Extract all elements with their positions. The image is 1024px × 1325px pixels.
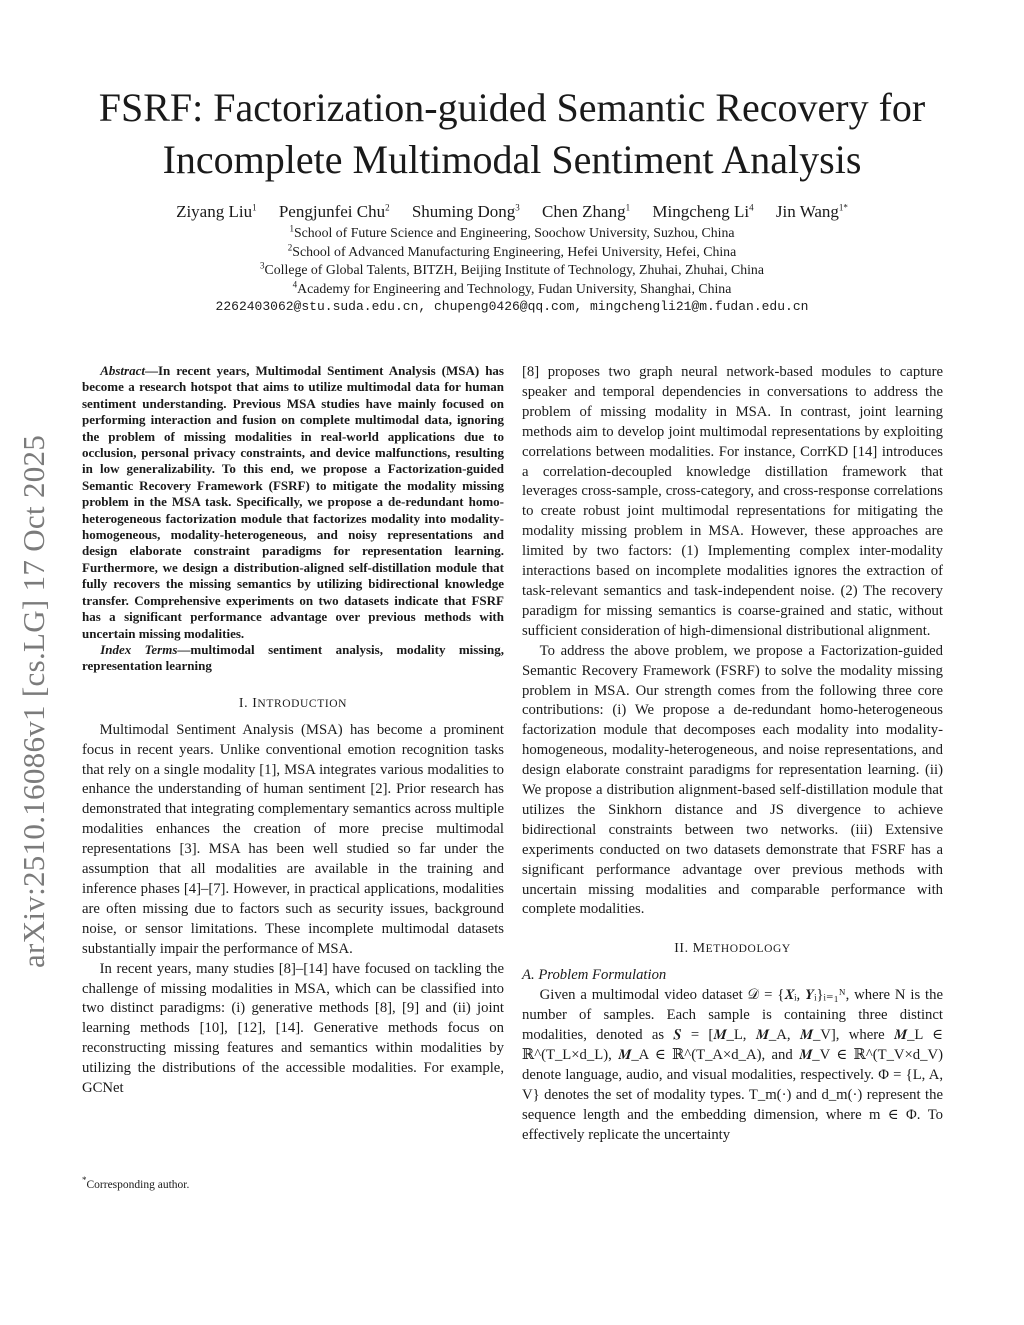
author: Pengjunfei Chu$^2$ xyxy=(278,202,390,221)
title-line-1: FSRF: Factorization-guided Semantic Recovery for xyxy=(98,85,926,130)
author-emails: 2262403062@stu.suda.edu.cn, chupeng0426@qq.com, mingchengli21@m.fudan.edu.cn xyxy=(215,299,809,314)
intro-paragraph-2: In recent years, many studies [8]–[14] have focused on tackling the challenge of missing modalities in MSA, which can be classified into two distinct paradigms: (i) generative methods [8], [9] and (ii) joint learning methods [10], [12], [14]. Generative methods focus on reconstructing missing features and semantics within modalities by utilizing the distributions of the accessible modalities. For example, GCNet xyxy=(82,960,504,1097)
affiliation: $^1$School of Future Science and Engineering, Soochow University, Suzhou, China xyxy=(289,223,735,240)
paper-title xyxy=(62,82,962,186)
index-terms-label: Index Terms xyxy=(100,641,178,657)
author: Shuming Dong$^3$ xyxy=(411,202,520,221)
title-line-2: Incomplete Multimodal Sentiment Analysis xyxy=(162,137,862,182)
author: Mingcheng Li$^4$ xyxy=(652,202,754,221)
affiliation: $^3$College of Global Talents, BITZH, Beijing Institute of Technology, Zhuhai, Zhuhai, China xyxy=(260,260,764,277)
section-heading-introduction: I. INTRODUCTION xyxy=(238,694,348,710)
author: Jin Wang$^{1*}$ xyxy=(775,202,848,221)
affiliation: $^4$Academy for Engineering and Technology, Fudan University, Shanghai, China xyxy=(292,278,732,296)
footnote-rule xyxy=(82,1174,162,1175)
index-terms-text: —multimodal sentiment analysis, modality missing, representation learning xyxy=(82,641,504,674)
author: Chen Zhang$^1$ xyxy=(542,202,631,221)
left-column xyxy=(82,363,504,1099)
index-terms xyxy=(82,642,504,675)
intro-paragraph-3: To address the above problem, we propose a Factorization-guided Semantic Recovery Framework (FSRF) to solve the modality missing problem in MSA. Our strength comes from the following three core contributions: (i) We propose a de-redundant homo-heterogeneous factorization module that decomposes each modality into modality-homogeneous, modality-heterogeneous, and noise representations, and design elaborate constraint paradigms for representation learning. (ii) We propose a distribution alignment-based self-distillation module that utilizes the Sinkhorn distance and JS divergence to achieve bidirectional constraints between two networks. (iii) Extensive experiments conducted on two datasets demonstrate that FSRF has a significant performance advantage over previous methods with uncertain missing modalities and comparable performance with complete modalities. xyxy=(522,642,943,918)
intro-paragraph-1: Multimodal Sentiment Analysis (MSA) has become a prominent focus in recent years. Unlike conventional emotion recognition tasks that rely on a single modality [1], MSA integrates various modalities to enhance the understanding of human sentiment [2]. Prior research has demonstrated that integrating complementary semantics across multiple modalities enhances the creation of more precise multimodal representations [3]. MSA has been well studied so far under the assumption that all modalities are available in the training and inference phases [4]–[7]. However, in practical applications, modalities are often missing due to factors such as security issues, background noise, or sensor limitations. These incomplete multimodal datasets substantially impair the performance of MSA. xyxy=(82,721,504,957)
abstract-text: —In recent years, Multimodal Sentiment Analysis (MSA) has become a research hotspot that aims to utilize multimodal data for human sentiment understanding. Previous MSA studies have mainly focused on performing interaction and fusion on complete multimodal data, ignoring the problem of missing modalities in real-world applications due to occlusion, personal privacy constraints, and device malfunctions, resulting in low generalizability. To this end, we propose a Factorization-guided Semantic Recovery Framework (FSRF) to mitigate the modality missing problem in the MSA task. Specifically, we propose a de-redundant homo-heterogeneous factorization module that factorizes modality into modality-homogeneous, modality-heterogeneous, and noisy representations and design elaborate constraint paradigms for representation learning. Furthermore, we design a distribution-aligned self-distillation module that fully recovers the missing semantics by utilizing bidirectional knowledge transfer. Comprehensive experiments on two datasets indicate that FSRF has a significant performance advantage over previous methods with uncertain missing modalities. xyxy=(82,363,504,641)
arxiv-watermark: arXiv:2510.16086v1 [cs.LG] 17 Oct 2025 xyxy=(16,434,51,968)
methodology-paragraph-1: Given a multimodal video dataset 𝒟 = {𝑿ᵢ, 𝒀ᵢ}ᵢ₌₁ᴺ, where N is the number of samples. Each sample is containing three distinct modalities, denoted as 𝑺 = [𝑴_L, 𝑴_A, 𝑴_V], where 𝑴_L ∈ ℝ^(T_L×d_L), 𝑴_A ∈ ℝ^(T_A×d_A), and 𝑴_V ∈ ℝ^(T_V×d_V) denote language, audio, and visual modalities, respectively. Φ = {L, A, V} denotes the set of modality types. T_m(·) and d_m(·) represent the sequence length and the embedding dimension, where m ∈ Φ. To effectively replicate the uncertainty xyxy=(522,987,943,1143)
affiliation-list xyxy=(62,224,962,317)
affiliation: $^2$School of Advanced Manufacturing Engineering, Hefei University, Hefei, China xyxy=(287,241,737,259)
right-column xyxy=(522,363,943,1146)
intro-continuation: [8] proposes two graph neural network-based modules to capture speaker and temporal dependencies in conversations to address the problem of missing modality in MSA. In contrast, joint learning methods aim to develop joint multimodal representations by exploiting correlations between modalities. For instance, CorrKD [14] introduces a correlation-decoupled knowledge distillation framework that leverages cross-sample, cross-category, and cross-response correlations to create robust joint multimodal representations for mitigating the modality missing problem in MSA. However, these approaches are limited by two factors: (1) Implementing complex inter-modality interactions based on incomplete modalities ignores the extraction of task-relevant semantics and task-independent noise. (2) The recovery paradigm for missing semantics is coarse-grained and static, without sufficient consideration of high-dimensional distributional alignment. xyxy=(522,364,943,639)
footnote: *Corresponding author. xyxy=(82,1175,190,1191)
subsection-heading-problem-formulation: A. Problem Formulation xyxy=(522,967,667,984)
abstract xyxy=(82,363,504,642)
author-list xyxy=(62,201,962,223)
author: Ziyang Liu$^1$ xyxy=(176,202,257,221)
abstract-label: Abstract xyxy=(100,363,145,378)
section-heading-methodology: II. METHODOLOGY xyxy=(674,940,791,956)
